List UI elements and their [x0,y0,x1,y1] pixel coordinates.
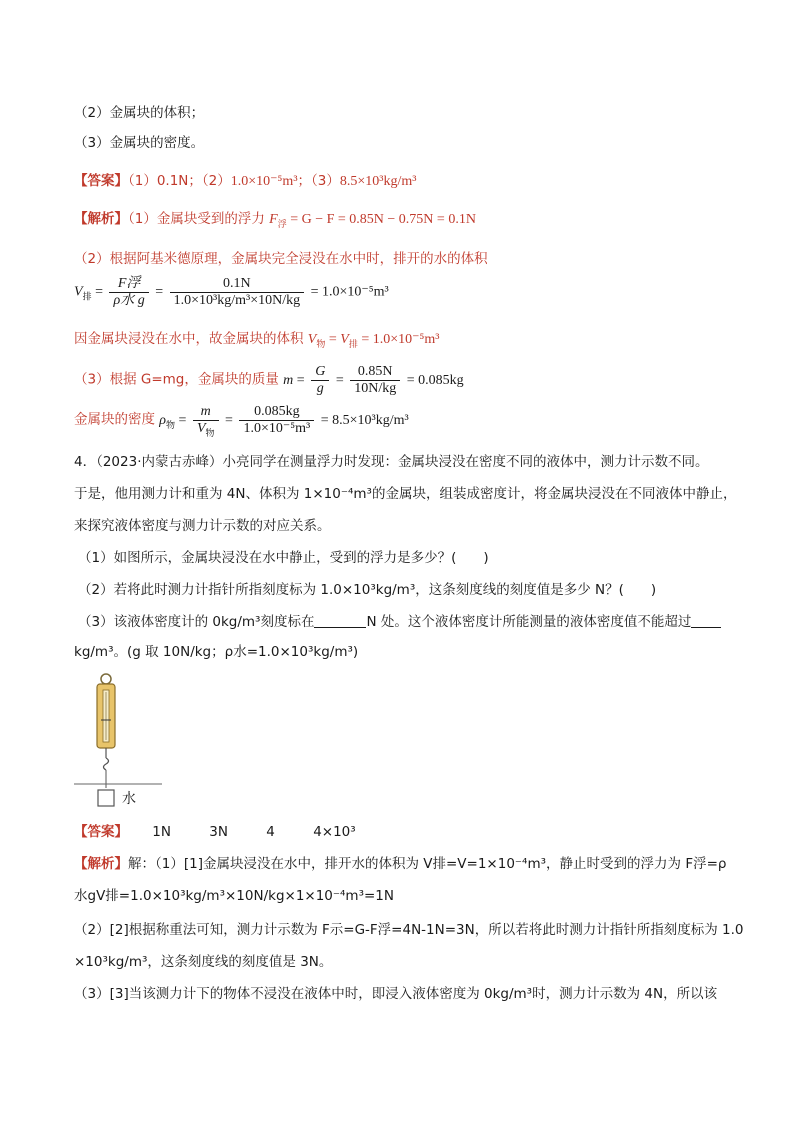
answer-line-2 [74,823,356,841]
scale-hook [104,758,109,770]
water-label: 水 [122,791,136,807]
answer-blank-2 [691,613,721,628]
question-4-line-2: 于是，他用测力计和重为 4N、体积为 1×10⁻⁴m³的金属块，组装成密度计，将金属块浸没在不同液体中静止， [74,486,737,502]
analysis-line-5: （3）根据 G=mg，金属块的质量 m = $\frac{G}{g}$ = $\frac{0.85N}{10N/kg}$ = 0.085kg [74,364,464,396]
metal-block [98,790,114,806]
answer-tag: 【答案】 [74,824,128,840]
analysis-line-3: $V_排$ = $\frac{\text{F浮}}{\text{ρ水 g}}$ = $\frac{0.1N}{\text{1.0×10³kg/m³×10N/kg}}$ = 1.0×10⁻⁵m³ [74,276,389,308]
analysis2-line-5: （3）[3]当该测力计下的物体不浸没在液体中时，即浸入液体密度为 0kg/m³时，测力计示数为 4N，所以该 [74,986,718,1002]
answer-line-1: 【答案】（1）0.1N；（2）1.0×10⁻⁵m³；（3）8.5×10³kg/m³ [74,173,417,189]
analysis2-line-2: 水gV排=1.0×10³kg/m³×10N/kg×1×10⁻⁴m³=1N [74,888,394,904]
answer-value-3: 4 [266,824,275,840]
answer-part-1: （1）0.1N； [128,173,202,189]
question-part-3: （3）金属块的密度。 [74,135,205,151]
analysis-tag: 【解析】 [74,211,128,227]
question-4-line-3: 来探究液体密度与测力计示数的对应关系。 [74,518,331,534]
analysis2-line-1: 【解析】解：（1）[1]金属块浸没在水中，排开水的体积为 V排=V=1×10⁻⁴m³，静止时受到的浮力为 F浮=ρ [74,856,727,872]
question-4-sub-1: （1）如图所示，金属块浸没在水中静止，受到的浮力是多少？( ) [78,550,489,566]
answer-tag: 【答案】 [74,173,128,189]
analysis-line-1: 【解析】（1）金属块受到的浮力 $F_浮 = G - F = 0.85N - 0.75N = 0.1N$ [74,211,476,229]
question-4-line-1: 4．（2023·内蒙古赤峰）小亮同学在测量浮力时发现：金属块浸没在密度不同的液体中，测力计示数不同。 [74,454,709,470]
answer-value-2: 3N [209,824,228,840]
answer-volume: 1.0×10⁻⁵m³ [230,174,298,189]
analysis-tag: 【解析】 [74,856,128,872]
answer-value-4: 4×10³ [313,824,356,840]
spring-scale-illustration [74,672,194,812]
question-4-sub-3: （3）该液体密度计的 0kg/m³刻度标在 N 处。这个液体密度计所能测量的液体密度值不能超过 [78,613,721,631]
analysis-line-4: 因金属块浸没在水中，故金属块的体积 $V_物 = V_排 = 1.0\times 10^{-5}m^3$ [74,331,440,349]
question-part-2: （2）金属块的体积； [74,105,205,121]
analysis2-line-4: ×10³kg/m³，这条刻度线的刻度值是 3N。 [74,954,333,970]
analysis2-line-3: （2）[2]根据称重法可知，测力计示数为 F示=G-F浮=4N-1N=3N，所以若将此时测力计指针所指刻度标为 1.0 [74,922,744,938]
question-4-sub-3-cont: kg/m³。(g 取 10N/kg；ρ水=1.0×10³kg/m³) [74,644,359,660]
spring-scale-figure [74,672,194,812]
answer-density: 8.5×10³kg/m³ [339,174,417,189]
question-4-sub-2: （2）若将此时测力计指针所指刻度标为 1.0×10³kg/m³，这条刻度线的刻度值是多少 N？( ) [78,582,657,598]
answer-blank-1 [314,613,366,628]
analysis-line-6: 金属块的密度 $\rho_物$ = $\frac{m}{V_物}$ = $\frac{0.085kg}{\text{1.0×10⁻⁵m³}}$ = 8.5×10³kg/m³ [74,404,409,438]
answer-value-1: 1N [152,824,171,840]
analysis-line-2: （2）根据阿基米德原理，金属块完全浸没在水中时，排开的水的体积 [74,251,488,267]
scale-top-ring [101,674,111,684]
